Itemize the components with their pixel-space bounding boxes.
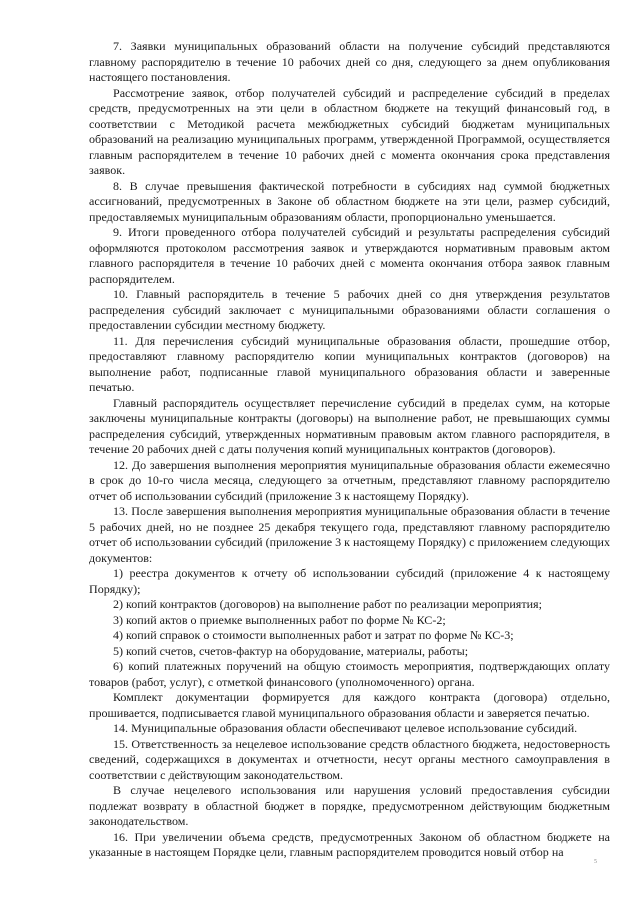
document-body <box>89 39 610 861</box>
paragraph-11: 11. Для перечисления субсидий муниципальные образования области, прошедшие отбор, предоставляют главному распорядителю копии муниципальных контрактов (договоров) на выполнение работ, подписанные главой муниципального образования области и заверенные печатью. <box>89 333 610 394</box>
list-item-4: 4) копий справок о стоимости выполненных работ и затрат по форме № КС-3; <box>113 628 514 642</box>
paragraph-12: 12. До завершения выполнения мероприятия муниципальные образования области ежемесячно в срок до 10-го числа месяца, следующего за отчетным, представляют главному распорядителю отчет об использовании субсидий (приложение 3 к настоящему Порядку). <box>89 457 610 503</box>
list-item-1: 1) реестра документов к отчету об использовании субсидий (приложение 4 к настоящему Порядку); <box>89 566 610 596</box>
list-item-2: 2) копий контрактов (договоров) на выполнение работ по реализации мероприятия; <box>113 597 542 611</box>
paragraph-15: 15. Ответственность за нецелевое использование средств областного бюджета, недостоверность сведений, содержащихся в документах и отчетности, несут органы местного самоуправления в соответствии с действующим законодательством. <box>89 736 610 782</box>
page-number: 5 <box>594 859 597 865</box>
paragraph-16: 16. При увеличении объема средств, предусмотренных Законом об областном бюджете на указанные в настоящем Порядке цели, главным распорядителем проводится новый отбор на <box>89 829 610 859</box>
paragraph-documentation-set: Комплект документации формируется для каждого контракта (договора) отдельно, прошивается, подписывается главой муниципального образования области и заверяется печатью. <box>89 690 610 720</box>
paragraph-review-of-applications: Рассмотрение заявок, отбор получателей субсидий и распределение субсидий в пределах средств, предусмотренных на эти цели в областном бюджете на текущий финансовый год, в соответствии с Методикой расчета межбюджетных субсидий бюджетам муниципальных образований на реализацию муниципальных программ, утвержденной Программой, осуществляется главным распорядителем в течение 10 рабочих дней с момента окончания срока представления заявок. <box>89 85 610 177</box>
paragraph-7: 7. Заявки муниципальных образований области на получение субсидий представляются главному распорядителю в течение 10 рабочих дней со дня, следующего за днем опубликования настоящего постановления. <box>89 39 610 84</box>
list-item-3: 3) копий актов о приемке выполненных работ по форме № КС-2; <box>113 612 446 627</box>
paragraph-10: 10. Главный распорядитель в течение 5 рабочих дней со дня утверждения результатов распределения субсидий заключает с муниципальными образованиями области соглашения о предоставлении субсидии местному бюджету. <box>89 287 610 332</box>
list-item-5: 5) копий счетов, счетов-фактур на оборудование, материалы, работы; <box>113 643 469 658</box>
paragraph-14: 14. Муниципальные образования области обеспечивают целевое использование субсидий. <box>113 721 578 735</box>
list-item-6: 6) копий платежных поручений на общую стоимость мероприятия, подтверждающих оплату товаров (работ, услуг), с отметкой финансового (уполномоченного) органа. <box>89 659 610 689</box>
paragraph-13: 13. После завершения выполнения мероприятия муниципальные образования области в течение 5 рабочих дней, но не позднее 25 декабря текущего года, представляют главному распорядителю отчет об использовании субсидий (приложение 3 к настоящему Порядку) с приложением следующих документов: <box>89 504 610 565</box>
paragraph-9: 9. Итоги проведенного отбора получателей субсидий и результаты распределения субсидий оформляются протоколом рассмотрения заявок и утверждаются нормативным правовым актом главного распорядителя в течение 10 рабочих дней с момента окончания отбора заявок главным распорядителем. <box>89 225 610 286</box>
paragraph-subsidy-transfer: Главный распорядитель осуществляет перечисление субсидий в пределах сумм, на которые заключены муниципальные контракты (договоры) на выполнение работ, не превышающих суммы распределения субсидий, утвержденных нормативным правовым актом главного распорядителя, в течение 20 рабочих дней с даты получения копий муниципальных контрактов (договоров). <box>89 395 610 456</box>
paragraph-misuse-refund: В случае нецелевого использования или нарушения условий предоставления субсидии подлежат возврату в областной бюджет в порядке, предусмотренном действующим бюджетным законодательством. <box>89 783 610 828</box>
paragraph-8: 8. В случае превышения фактической потребности в субсидиях над суммой бюджетных ассигнований, предусмотренных в Законе об областном бюджете на эти цели, размер субсидий, предоставляемых муниципальным образованиям области, пропорционально уменьшается. <box>89 178 610 224</box>
